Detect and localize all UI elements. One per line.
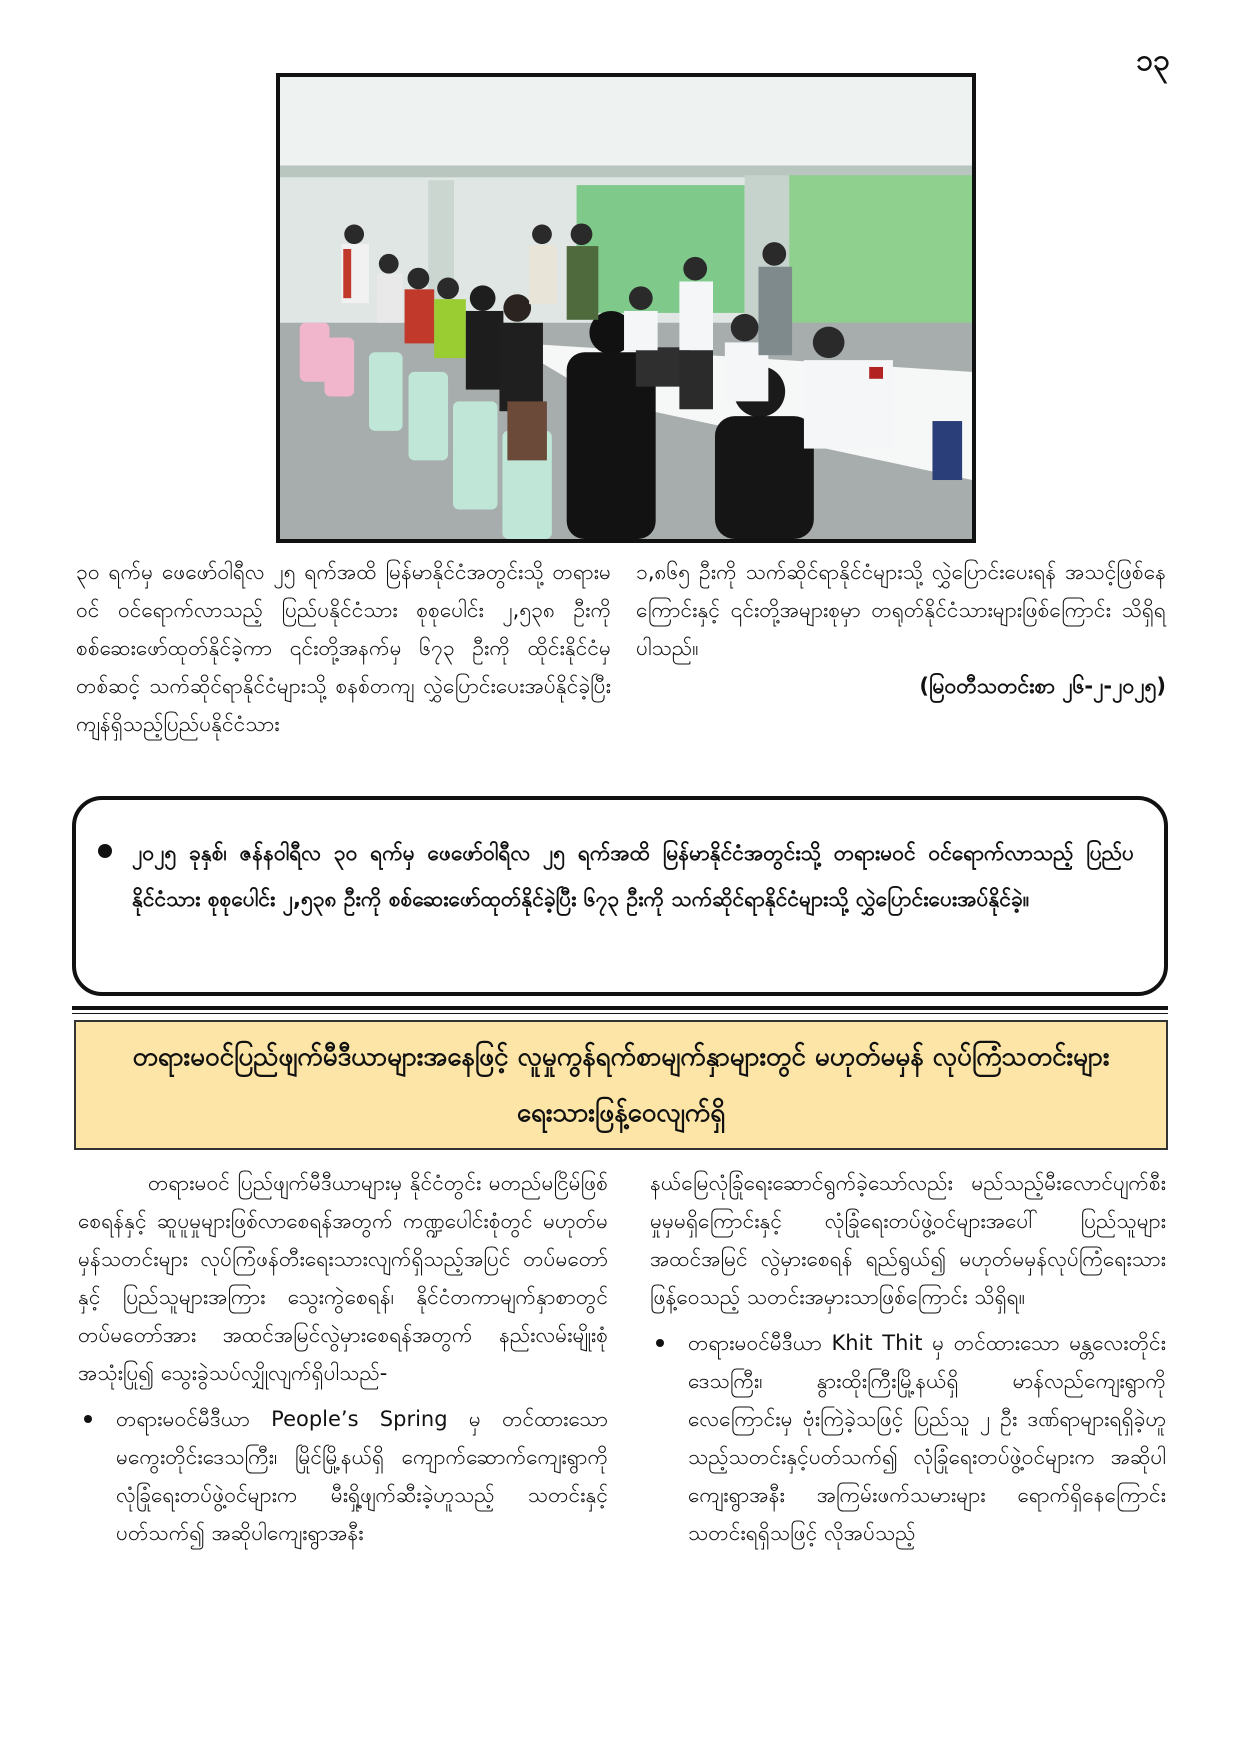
news-photo [276, 73, 976, 543]
article-continuation-left: ၃၀ ရက်မှ ဖေဖော်ဝါရီလ ၂၅ ရက်အထိ မြန်မာနိုင်ငံအတွင်းသို့ တရားမဝင် ဝင်ရောက်လာသည့် ပြည်ပနိုင်ငံသား စုစုပေါင်း ၂,၅၃၈ ဦးကို စစ်ဆေးဖော်ထုတ်နိုင်ခဲ့ကာ ၎င်းတို့အနက်မှ ၆၇၃ ဦးကို ထိုင်းနိုင်ငံမှတစ်ဆင့် သက်ဆိုင်ရာနိုင်ငံများသို့ စနစ်တကျ လွှဲပြောင်းပေးအပ်နိုင်ခဲ့ပြီး ကျန်ရှိသည့်ပြည်ပနိုင်ငံသား [76, 560, 611, 736]
continued-paragraph: နယ်မြေလုံခြုံရေးဆောင်ရွက်ခဲ့သော်လည်း မည်သည့်မီးလောင်ပျက်စီးမှုမှမရှိကြောင်းနှင့် လုံခြုံရေးတပ်ဖွဲ့ဝင်များအပေါ် ပြည်သူများ အထင်အမြင် လွဲမှားစေရန် ရည်ရွယ်၍ မဟုတ်မမှန်လုပ်ကြံရေးသားဖြန့်ဝေသည့် သတင်းအမှားသာဖြစ်ကြောင်း သိရှိရ။ [650, 1171, 1166, 1309]
article-continuation-right: ၁,၈၆၅ ဦးကို သက်ဆိုင်ရာနိုင်ငံများသို့ လွှဲပြောင်းပေးရန် အသင့်ဖြစ်နေကြောင်းနှင့် ၎င်းတို့အများစုမှာ တရုတ်နိုင်ငံသားများဖြစ်ကြောင်း သိရှိရပါသည်။ [636, 560, 1166, 660]
summary-box [72, 796, 1168, 996]
bullet-icon [98, 844, 112, 858]
page-number: ၁၃ [1136, 43, 1170, 78]
list-item-text: တရားမဝင်မီဒီယာ People’s Spring မှ တင်ထားသော မကွေးတိုင်းဒေသကြီး၊ မြိုင်မြို့နယ်ရှိ ကျောက်ဆောက်ကျေးရွာကို လုံခြုံရေးတပ်ဖွဲ့ဝင်များက မီးရှို့ဖျက်ဆီးခဲ့ဟူသည့် သတင်းနှင့်ပတ်သက်၍ အဆိုပါကျေးရွာအနီး [116, 1407, 608, 1545]
section-headline: တရားမဝင်ပြည်ဖျက်မီဒီယာများအနေဖြင့် လူမှုကွန်ရက်စာမျက်နှာများတွင် မဟုတ်မမှန် လုပ်ကြံသတင်းများ ရေးသားဖြန့်ဝေလျက်ရှိ [74, 1020, 1168, 1150]
section-divider [72, 1006, 1168, 1010]
top-left-column [76, 553, 611, 743]
top-right-column [636, 553, 1166, 705]
list-item [650, 1324, 1166, 1552]
photo-illustration [280, 77, 972, 539]
intro-paragraph: တရားမဝင် ပြည်ဖျက်မီဒီယာများမှ နိုင်ငံတွင်း မတည်မငြိမ်ဖြစ်စေရန်နှင့် ဆူပူမှုများဖြစ်လာစေရန်အတွက် ကဏ္ဍပေါင်းစုံတွင် မဟုတ်မမှန်သတင်းများ လုပ်ကြံဖန်တီးရေးသားလျက်ရှိသည့်အပြင် တပ်မတော်နှင့် ပြည်သူများအကြား သွေးကွဲစေရန်၊ နိုင်ငံတကာမျက်နှာစာတွင် တပ်မတော်အား အထင်အမြင်လွဲမှားစေရန်အတွက် နည်းလမ်းမျိုးစုံအသုံးပြု၍ သွေးခွဲသပ်လျှိုလျက်ရှိပါသည်- [78, 1171, 608, 1385]
bullet-icon [656, 1339, 664, 1347]
bottom-right-column [650, 1164, 1166, 1552]
bottom-left-column [78, 1164, 608, 1552]
summary-text: ၂၀၂၅ ခုနှစ်၊ ဇန်နဝါရီလ ၃၀ ရက်မှ ဖေဖော်ဝါရီလ ၂၅ ရက်အထိ မြန်မာနိုင်ငံအတွင်းသို့ တရားမဝင် ဝင်ရောက်လာသည့် ပြည်ပနိုင်ငံသား စုစုပေါင်း ၂,၅၃၈ ဦးကို စစ်ဆေးဖော်ထုတ်နိုင်ခဲ့ပြီး ၆၇၃ ဦးကို သက်ဆိုင်ရာနိုင်ငံများသို့ လွှဲပြောင်းပေးအပ်နိုင်ခဲ့။ [132, 841, 1134, 911]
list-item-text: တရားမဝင်မီဒီယာ Khit Thit မှ တင်ထားသော မန္တလေးတိုင်းဒေသကြီး၊ နွားထိုးကြီးမြို့နယ်ရှိ မာန်လည်ကျေးရွာကို လေကြောင်းမှ ဗုံးကြဲခဲ့သဖြင့် ပြည်သူ ၂ ဦး ဒဏ်ရာများရရှိခဲ့ဟူသည့်သတင်းနှင့်ပတ်သက်၍ လုံခြုံရေးတပ်ဖွဲ့ဝင်များက အဆိုပါကျေးရွာအနီး အကြမ်းဖက်သမားများ ရောက်ရှိနေကြောင်း သတင်းရရှိသဖြင့် လိုအပ်သည့် [688, 1331, 1166, 1545]
section-divider-thin [72, 1013, 1168, 1014]
bullet-icon [84, 1415, 92, 1423]
list-item [78, 1400, 608, 1552]
source-citation: (မြဝတီသတင်းစာ ၂၆-၂-၂၀၂၅) [919, 674, 1166, 698]
